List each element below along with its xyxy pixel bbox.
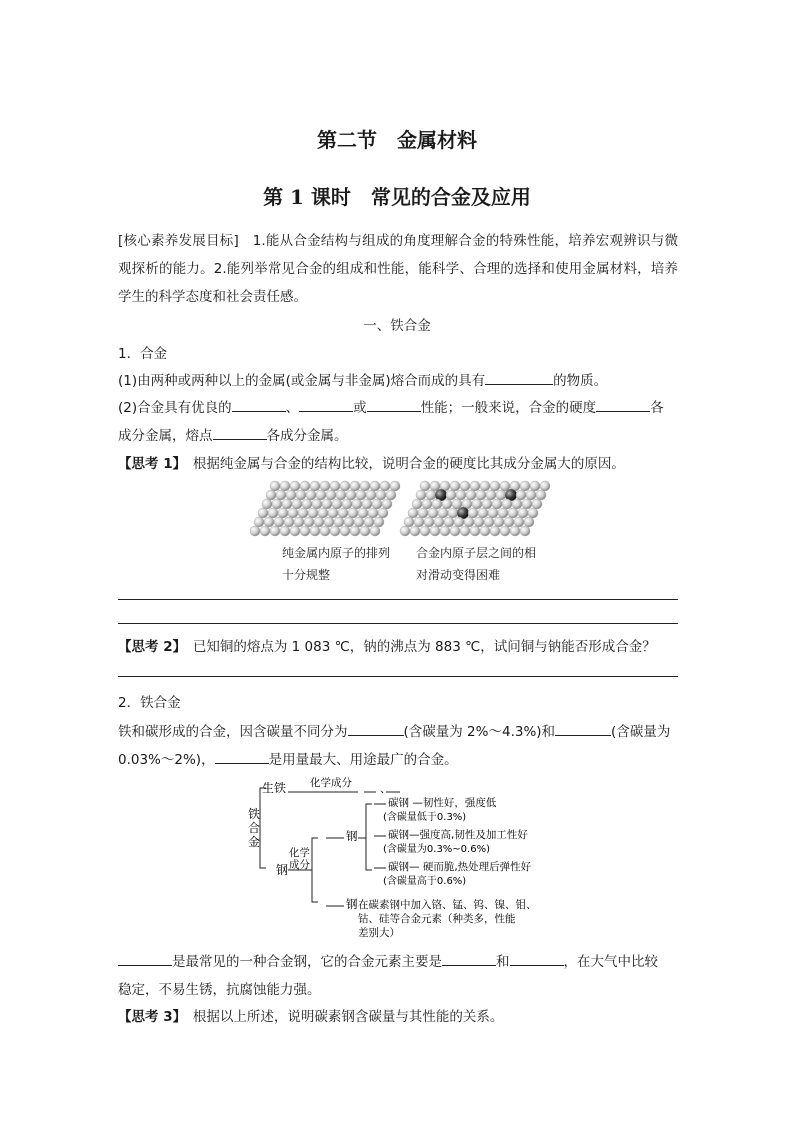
metal-atom [324, 517, 334, 527]
metal-atom [456, 490, 466, 500]
low-carbon-note: (含碳量低于0.3%) [383, 812, 467, 823]
alloy-lattice [400, 481, 550, 536]
low-carbon-steel: 碳钢 —韧性好，强度低 [388, 797, 497, 809]
blank [555, 721, 611, 736]
metal-atom [378, 508, 388, 518]
metal-atom [426, 490, 436, 500]
metal-atom [270, 526, 280, 536]
metal-atom [434, 517, 444, 527]
metal-atom [370, 481, 380, 491]
metal-atom [310, 526, 320, 536]
metal-atom [310, 481, 320, 491]
metal-atom [340, 481, 350, 491]
metal-atom [530, 481, 540, 491]
metal-atom [420, 526, 430, 536]
metal-atom [290, 481, 300, 491]
metal-atom [266, 490, 276, 500]
think-3-text: 根据以上所述，说明碳素钢含碳量与其性能的关系。 [192, 1009, 504, 1025]
metal-atom [414, 517, 424, 527]
metal-atom [348, 508, 358, 518]
high-carbon-steel: 碳钢— 硬而脆,热处理后弹性好 [388, 861, 532, 873]
metal-atom [376, 490, 386, 500]
metal-atom [442, 499, 452, 509]
stainless-steel-line-2: 稳定，不易生锈，抗腐蚀能力强。 [118, 982, 321, 998]
high-carbon-note: (含碳量高于0.6%) [383, 876, 467, 887]
metal-atom [422, 499, 432, 509]
composition-label: 化学成分 [310, 777, 352, 789]
blank [510, 951, 564, 966]
metal-atom [294, 517, 304, 527]
metal-atom [478, 508, 488, 518]
alloy-caption: 合金内原子层之间的相 对滑动变得困难 [416, 546, 537, 582]
metal-atom [288, 508, 298, 518]
goals-text: 1.能从合金结构与组成的角度理解合金的特殊性能，培养宏观辨识与微观探析的能力。2.能列举常见合金的组成和性能，能科学、合理的选择和使用金属材料，培养学生的科学态度和社会责任感。 [118, 233, 678, 305]
steel-brace [312, 838, 318, 902]
composition-label-2b: 成分 [289, 859, 310, 871]
metal-atom [418, 508, 428, 518]
blank [442, 951, 496, 966]
metal-atom [446, 490, 456, 500]
answer-line [118, 599, 678, 600]
metal-atom [522, 499, 532, 509]
metal-atom [470, 526, 480, 536]
metal-atom [518, 508, 528, 518]
medium-carbon-steel: 碳钢—强度高,韧性及加工性好 [388, 829, 528, 841]
iron-alloy-line-2: 0.03%～2%)， 是用量最大、用途最广的合金。 [118, 748, 458, 768]
metal-atom [296, 490, 306, 500]
blank [232, 397, 286, 412]
section-title: 第二节 金属材料 [317, 128, 477, 152]
metal-atom [532, 499, 542, 509]
think-1-text: 根据纯金属与合金的结构比较，说明合金的硬度比其成分金属大的原因。 [192, 456, 625, 472]
metal-atom [270, 481, 280, 491]
metal-atom [528, 508, 538, 518]
carbon-steel-brace [366, 804, 372, 870]
think-3-label: 【思考 3】 [118, 1009, 180, 1025]
metal-atom [424, 517, 434, 527]
metal-atom [300, 481, 310, 491]
metal-atom [254, 517, 264, 527]
metal-atom [514, 517, 524, 527]
stainless-steel-line-1: 是最常见的一种合金钢，它的合金元素主要是 和 ，在大气中比较 [118, 950, 658, 970]
metal-atom [432, 499, 442, 509]
metal-atom [428, 508, 438, 518]
metal-atom [484, 517, 494, 527]
iron-alloy-classification-diagram [240, 770, 560, 942]
metal-atom [480, 481, 490, 491]
metal-atom [332, 499, 342, 509]
metal-atom [438, 508, 448, 518]
metal-atom [508, 508, 518, 518]
medium-carbon-note: (含碳量为0.3%~0.6%) [383, 844, 490, 855]
metal-atom [340, 526, 350, 536]
metal-atom [322, 499, 332, 509]
metal-atom [516, 490, 526, 500]
metal-atom [390, 481, 400, 491]
metal-atom [330, 481, 340, 491]
blank [596, 397, 650, 412]
metal-atom [302, 499, 312, 509]
alloy-steel-desc-2: 钴、硅等合金元素（种类多，性能 [358, 913, 516, 925]
metal-atom [450, 526, 460, 536]
root-brace [260, 788, 266, 868]
alloy-heading: 1．合金 [118, 346, 168, 362]
metal-atom [498, 508, 508, 518]
metal-atom [448, 508, 458, 518]
alloy-steel-label: 钢 [346, 897, 358, 911]
metal-atom [346, 490, 356, 500]
metal-atom [306, 490, 316, 500]
metal-atom [470, 481, 480, 491]
metal-atom [276, 490, 286, 500]
diagram-root-char: 金 [248, 835, 261, 849]
metal-atom [278, 508, 288, 518]
metal-atom [476, 490, 486, 500]
metal-atom [336, 490, 346, 500]
metal-atom [258, 508, 268, 518]
think-1-label: 【思考 1】 [118, 456, 180, 472]
metal-atom [344, 517, 354, 527]
metal-atom [274, 517, 284, 527]
metal-atom [272, 499, 282, 509]
pure-metal-lattice [250, 481, 400, 536]
iron-alloy-heading: 2．铁合金 [118, 695, 181, 711]
answer-line [118, 623, 678, 624]
goals-label: [核心素养发展目标] [118, 233, 239, 249]
metal-atom [466, 490, 476, 500]
metal-atom [408, 508, 418, 518]
metal-atom [494, 517, 504, 527]
metal-atom [364, 517, 374, 527]
metal-atom [490, 526, 500, 536]
part-heading: 一、铁合金 [363, 318, 431, 334]
metal-atom [412, 499, 422, 509]
metal-atom [260, 526, 270, 536]
metal-atom [380, 481, 390, 491]
metal-atom [284, 517, 294, 527]
core-goals [118, 227, 678, 311]
metal-atom [374, 517, 384, 527]
metal-atom [280, 481, 290, 491]
metal-atom [318, 508, 328, 518]
metal-atom [400, 526, 410, 536]
metal-atom [430, 526, 440, 536]
metal-atom [510, 526, 520, 536]
diagram-root-char: 铁 [248, 807, 261, 821]
blank [118, 951, 172, 966]
metal-atom [504, 517, 514, 527]
alloy-property-line: (2)合金具有优良的 、 或 性能；一般来说，合金的硬度 各 [118, 396, 664, 416]
atom-structure-figure [250, 480, 550, 542]
answer-line [118, 676, 678, 677]
metal-atom [286, 490, 296, 500]
blank [215, 749, 269, 764]
carbon-steel-label: 钢 [346, 829, 358, 843]
metal-atom [326, 490, 336, 500]
steel-label: 钢 [276, 863, 289, 877]
metal-atom [250, 526, 260, 536]
metal-atom [338, 508, 348, 518]
metal-atom [526, 490, 536, 500]
metal-atom [460, 526, 470, 536]
metal-atom [460, 481, 470, 491]
metal-atom [444, 517, 454, 527]
metal-atom [300, 526, 310, 536]
metal-atom [420, 481, 430, 491]
metal-atom [350, 526, 360, 536]
metal-atom [356, 490, 366, 500]
metal-atom [312, 499, 322, 509]
metal-atom [362, 499, 372, 509]
metal-atom [328, 508, 338, 518]
metal-atom [496, 490, 506, 500]
metal-atom [268, 508, 278, 518]
metal-atom [370, 526, 380, 536]
alloy-hardness-line: 成分金属，熔点 各成分金属。 [118, 424, 348, 444]
metal-atom [492, 499, 502, 509]
metal-atom [440, 526, 450, 536]
metal-atom [298, 508, 308, 518]
metal-atom [360, 481, 370, 491]
pure-metal-caption: 纯金属内原子的排列 十分规整 [282, 546, 391, 582]
think-3 [118, 1005, 503, 1025]
metal-atom [524, 517, 534, 527]
metal-atom [474, 517, 484, 527]
think-2-text: 已知铜的熔点为 1 083 ℃，钠的沸点为 883 ℃，试问铜与钠能否形成合金？ [192, 639, 656, 655]
metal-atom [330, 526, 340, 536]
metal-atom [314, 517, 324, 527]
composition-label-2a: 化学 [289, 847, 310, 859]
metal-atom [360, 526, 370, 536]
metal-atom [386, 490, 396, 500]
metal-atom [464, 517, 474, 527]
metal-atom [500, 526, 510, 536]
think-2-label: 【思考 2】 [118, 639, 180, 655]
blank [213, 425, 267, 440]
metal-atom [540, 481, 550, 491]
alloy-steel-desc-3: 差别大） [358, 927, 400, 939]
lesson-title: 第 1 课时 常见的合金及应用 [263, 185, 531, 209]
metal-atom [354, 517, 364, 527]
blank [485, 370, 553, 385]
metal-atom [404, 517, 414, 527]
metal-atom [520, 526, 530, 536]
blank [348, 721, 404, 736]
metal-atom [366, 490, 376, 500]
metal-atom [372, 499, 382, 509]
metal-atom [486, 490, 496, 500]
metal-atom [342, 499, 352, 509]
metal-atom [454, 517, 464, 527]
metal-atom [280, 526, 290, 536]
metal-atom [416, 490, 426, 500]
metal-atom [512, 499, 522, 509]
metal-atom [264, 517, 274, 527]
metal-atom [290, 526, 300, 536]
metal-atom [320, 481, 330, 491]
metal-atom [334, 517, 344, 527]
metal-atom [308, 508, 318, 518]
metal-atom [490, 481, 500, 491]
metal-atom [450, 481, 460, 491]
pig-iron-label: 生铁 [262, 781, 287, 795]
metal-atom [468, 508, 478, 518]
metal-atom [536, 490, 546, 500]
iron-alloy-line-1: 铁和碳形成的合金，因含碳量不同分为 (含碳量为 2%～4.3%)和 (含碳量为 [118, 720, 670, 740]
metal-atom [350, 481, 360, 491]
metal-atom [382, 499, 392, 509]
diagram-root-char: 合 [248, 821, 261, 835]
metal-atom [368, 508, 378, 518]
alloy-def-line: (1)由两种或两种以上的金属(或金属与非金属)熔合而成的具有 的物质。 [118, 369, 607, 389]
metal-atom [352, 499, 362, 509]
metal-atom [480, 526, 490, 536]
blank [367, 397, 421, 412]
metal-atom [316, 490, 326, 500]
metal-atom [304, 517, 314, 527]
think-1 [118, 452, 625, 472]
metal-atom [262, 499, 272, 509]
metal-atom [520, 481, 530, 491]
metal-atom [488, 508, 498, 518]
pig-blanks-separator: 、 [380, 782, 391, 795]
metal-atom [472, 499, 482, 509]
alloy-steel-desc-1: 在碳素钢中加入铬、锰、钨、镍、钼、 [358, 899, 537, 911]
metal-atom [502, 499, 512, 509]
metal-atom [292, 499, 302, 509]
metal-atom [282, 499, 292, 509]
metal-atom [410, 526, 420, 536]
metal-atom [320, 526, 330, 536]
blank [299, 397, 353, 412]
metal-atom [482, 499, 492, 509]
metal-atom [358, 508, 368, 518]
think-2 [118, 635, 656, 655]
